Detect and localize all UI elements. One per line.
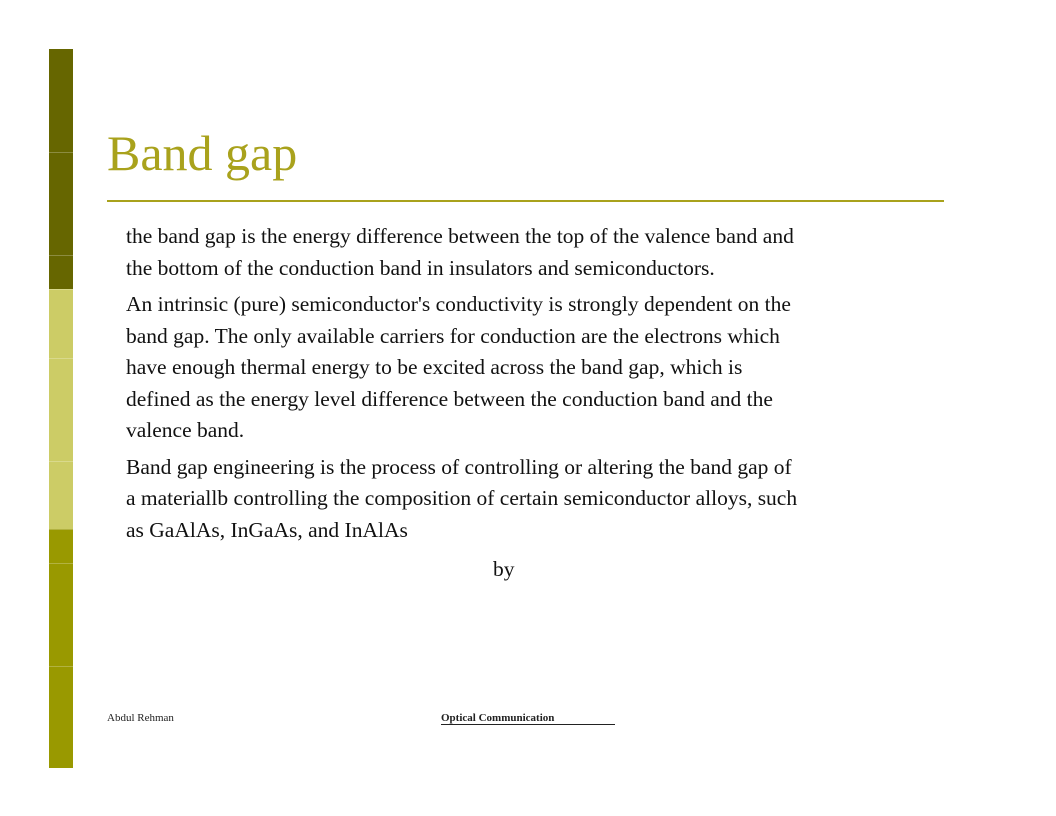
paragraph-band-gap-engineering: Band gap engineering is the process of controlling or altering the band gap of a materiallb controlling the composition of certain semiconductor alloys, such as GaAlAs, InGaAs, and InAlAs (126, 454, 798, 542)
bar-segment-dark-3 (49, 255, 73, 289)
bar-segment-mid-3 (49, 666, 73, 768)
bar-segment-light-3 (49, 461, 73, 529)
paragraph-intrinsic-conductivity: An intrinsic (pure) semiconductor's conductivity is strongly dependent on the band gap. The only available carriers for conduction are the electrons which have enough thermal energy to be excited across the band gap, which is defined as the energy level difference between the conduction band and the valence band. (126, 292, 791, 442)
bar-segment-light-2 (49, 358, 73, 461)
slide-body (126, 221, 806, 546)
slide-title: Band gap (107, 125, 298, 181)
footer-course-title: Optical Communication (441, 712, 615, 725)
title-underline (107, 200, 944, 202)
bar-segment-dark-2 (49, 152, 73, 255)
side-color-bar (49, 49, 73, 768)
bar-segment-mid-1 (49, 529, 73, 563)
overlapping-text-by: by (493, 557, 515, 581)
paragraph-band-gap-definition: the band gap is the energy difference between the top of the valence band and the bottom of the conduction band in insulators and semiconductors. (126, 224, 794, 280)
bar-segment-light-1 (49, 289, 73, 358)
bar-segment-mid-2 (49, 563, 73, 666)
footer-author: Abdul Rehman (107, 712, 174, 724)
bar-segment-dark-1 (49, 49, 73, 152)
